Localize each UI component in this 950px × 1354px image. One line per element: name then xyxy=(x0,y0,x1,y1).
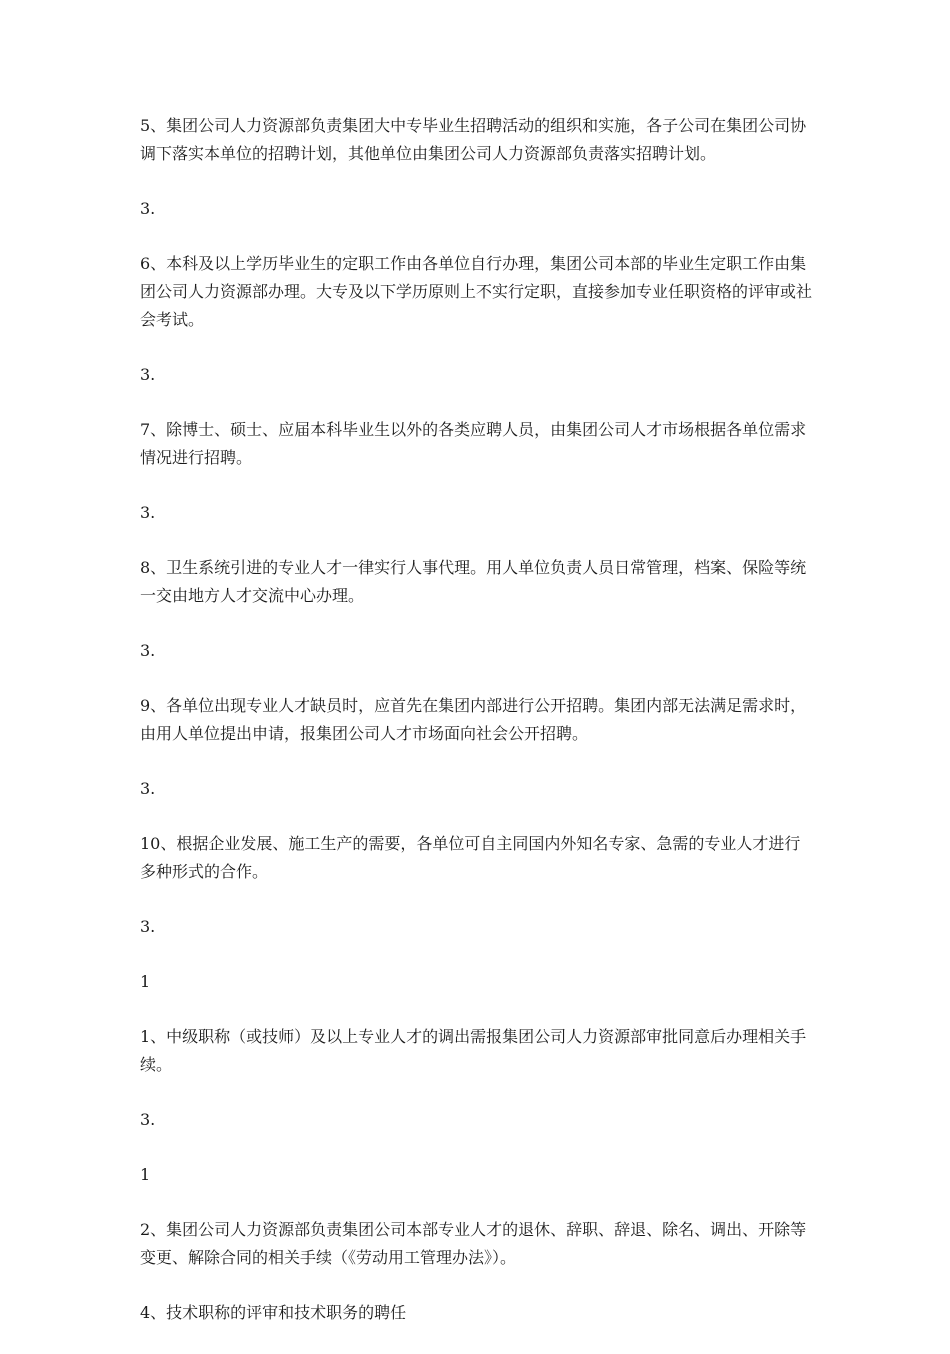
paragraph-item-1-transfer: 1、中级职称（或技师）及以上专业人才的调出需报集团公司人力资源部审批同意后办理相关手续。 xyxy=(140,1027,807,1074)
section-number: 3. xyxy=(140,365,156,384)
paragraph-item-10-cooperation: 10、根据企业发展、施工生产的需要，各单位可自主同国内外知名专家、急需的专业人才进行多种形式的合作。 xyxy=(140,834,801,881)
paragraph-item-5-recruitment: 5、集团公司人力资源部负责集团大中专毕业生招聘活动的组织和实施，各子公司在集团公司协调下落实本单位的招聘计划，其他单位由集团公司人力资源部负责落实招聘计划。 xyxy=(140,116,807,163)
section-number: 3. xyxy=(140,641,156,660)
document-page xyxy=(140,112,812,1354)
section-heading-technical-titles: 4、技术职称的评审和技术职务的聘任 xyxy=(140,1303,407,1322)
section-number: 3. xyxy=(140,503,156,522)
paragraph-item-9-vacancies: 9、各单位出现专业人才缺员时，应首先在集团内部进行公开招聘。集团内部无法满足需求时，由用人单位提出申请，报集团公司人才市场面向社会公开招聘。 xyxy=(140,696,807,743)
section-number: 3. xyxy=(140,779,156,798)
paragraph-item-8-health-system: 8、卫生系统引进的专业人才一律实行人事代理。用人单位负责人员日常管理，档案、保险等统一交由地方人才交流中心办理。 xyxy=(140,558,807,605)
section-number: 1 xyxy=(140,1165,151,1184)
section-number: 3. xyxy=(140,1110,156,1129)
paragraph-item-2-termination: 2、集团公司人力资源部负责集团公司本部专业人才的退休、辞职、辞退、除名、调出、开除等变更、解除合同的相关手续（《劳动用工管理办法》）。 xyxy=(140,1220,807,1267)
section-number: 3. xyxy=(140,199,156,218)
section-number: 1 xyxy=(140,972,151,991)
section-number: 3. xyxy=(140,917,156,936)
paragraph-item-6-title-assignment: 6、本科及以上学历毕业生的定职工作由各单位自行办理，集团公司本部的毕业生定职工作由集团公司人力资源部办理。大专及以下学历原则上不实行定职，直接参加专业任职资格的评审或社会考试。 xyxy=(140,254,813,329)
paragraph-item-7-applicants: 7、除博士、硕士、应届本科毕业生以外的各类应聘人员，由集团公司人才市场根据各单位需求情况进行招聘。 xyxy=(140,420,807,467)
